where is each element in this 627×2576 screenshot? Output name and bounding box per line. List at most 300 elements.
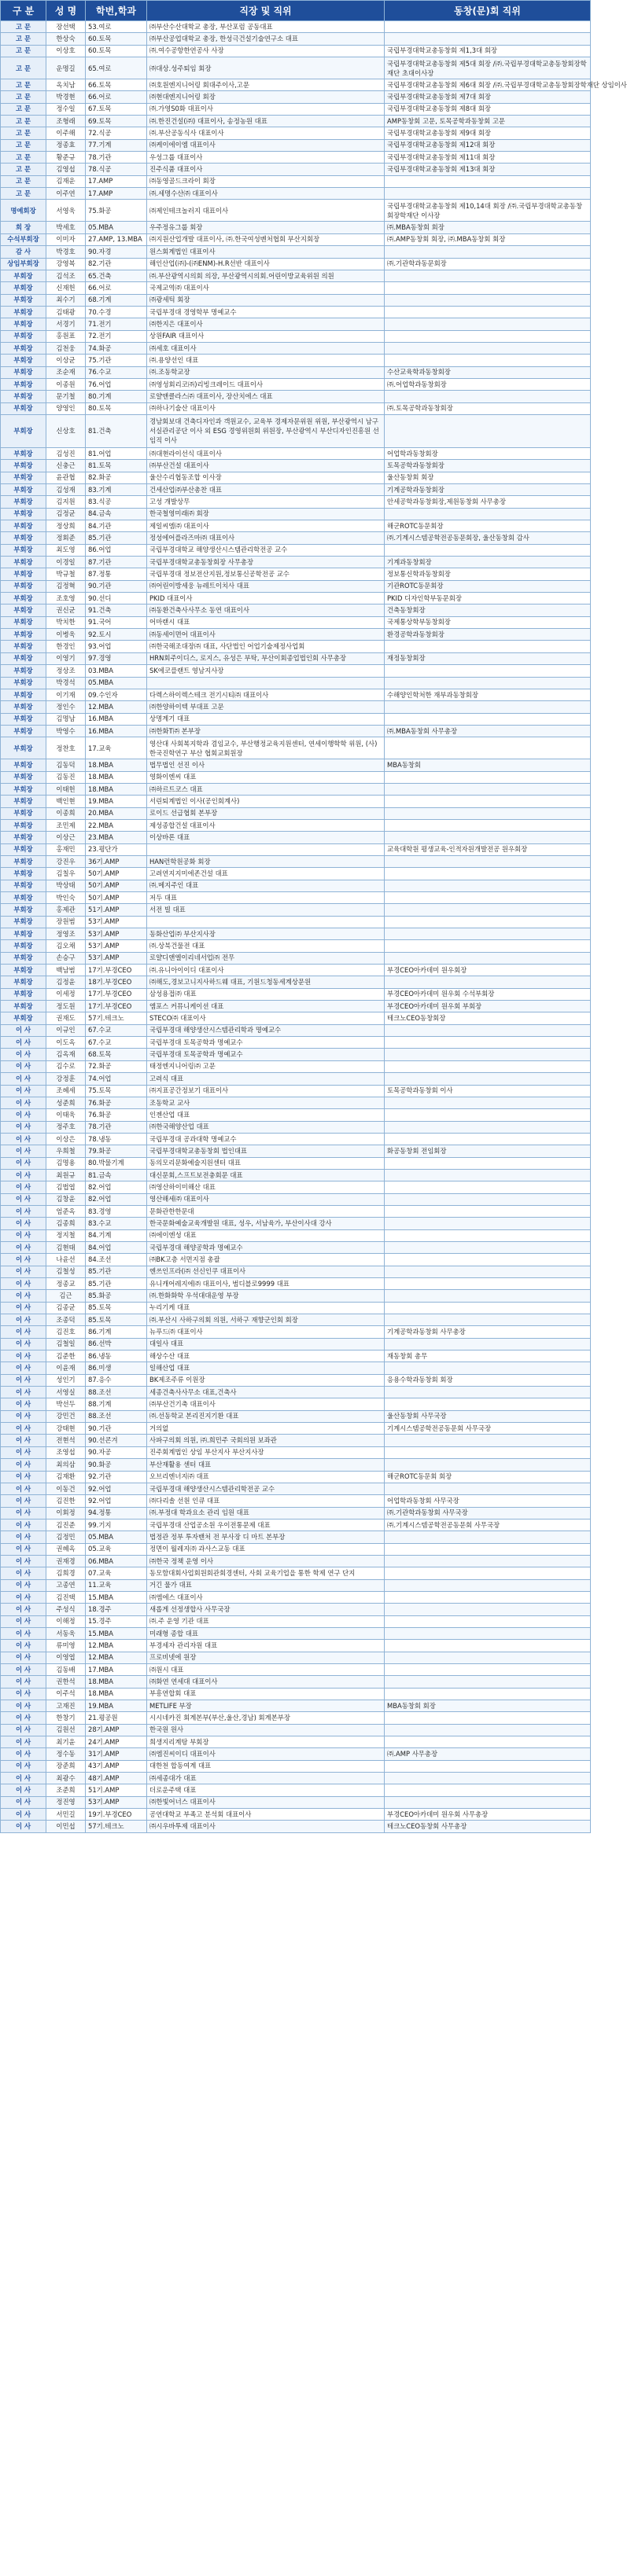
job-cell: 공연대학교 부족고 분석회 대표이사 xyxy=(147,1809,385,1821)
alumni-cell xyxy=(385,1314,591,1326)
class-cell: 85.기관 xyxy=(86,532,147,544)
table-row xyxy=(1,1724,591,1736)
class-cell: 86.선박 xyxy=(86,1338,147,1350)
table-row xyxy=(1,1712,591,1724)
class-cell: 85.토목 xyxy=(86,1302,147,1314)
name-cell: 이영기 xyxy=(46,652,86,664)
name-cell: 김희경 xyxy=(46,1567,86,1579)
job-cell: 고성 개발상무 xyxy=(147,496,385,508)
table-row xyxy=(1,868,591,880)
name-cell: 성준희 xyxy=(46,1097,86,1108)
table-row xyxy=(1,1362,591,1374)
class-cell: 88.기계 xyxy=(86,1398,147,1410)
table-row xyxy=(1,414,591,447)
table-row xyxy=(1,677,591,689)
name-cell: 서영실 xyxy=(46,1387,86,1398)
job-cell: 이상바론 대표 xyxy=(147,832,385,843)
role-cell: 부회장 xyxy=(1,940,46,952)
class-cell: 05.교육 xyxy=(86,1543,147,1555)
name-cell: 김재운 xyxy=(46,175,86,187)
name-cell: 이동건 xyxy=(46,1483,86,1494)
job-cell: 거의없 xyxy=(147,1423,385,1435)
alumni-cell: 국립부경대학교총동창회 제5대 회장 /㈜.국립부경대학교총동창회장학재단 초대이사장 xyxy=(385,57,591,79)
table-row xyxy=(1,496,591,508)
job-cell: ㈜.용양선인 대표 xyxy=(147,355,385,366)
table-row xyxy=(1,318,591,330)
name-cell: 문기철 xyxy=(46,391,86,402)
job-cell: 건세산업㈜부산총찬 대표 xyxy=(147,484,385,496)
name-cell: 조준희 xyxy=(46,1784,86,1796)
job-cell: ㈜.한진건설(㈜) 대표이사, 송정농원 대표 xyxy=(147,116,385,127)
class-cell: 18.MBA xyxy=(86,783,147,795)
class-cell: 18.MBA xyxy=(86,759,147,771)
class-cell: 28기.AMP xyxy=(86,1724,147,1736)
name-cell: 이영엽 xyxy=(46,1652,86,1663)
table-row xyxy=(1,557,591,568)
class-cell: 50기.AMP xyxy=(86,868,147,880)
alumni-cell xyxy=(385,342,591,354)
name-cell: 백인현 xyxy=(46,796,86,807)
class-cell: 53기.AMP xyxy=(86,952,147,964)
job-cell: 새롭게 선정생합사 사무국장 xyxy=(147,1604,385,1615)
class-cell: 15.MBA xyxy=(86,1627,147,1639)
header-job: 직장 및 직위 xyxy=(147,1,385,21)
class-cell: 23.MBA xyxy=(86,832,147,843)
job-cell: 사파구의회 의원, ㈜.희민주 국회의원 보좌관 xyxy=(147,1435,385,1446)
job-cell: 국립부경대 토목공학과 명예교수 xyxy=(147,1037,385,1049)
table-row xyxy=(1,33,591,45)
role-cell: 이 사 xyxy=(1,1712,46,1724)
name-cell: 김영섭 xyxy=(46,164,86,175)
class-cell: 17기.부경CEO xyxy=(86,988,147,1000)
role-cell: 상임부회장 xyxy=(1,258,46,270)
alumni-cell xyxy=(385,713,591,725)
class-cell: 84.조선 xyxy=(86,1254,147,1266)
table-row xyxy=(1,952,591,964)
job-cell: 해상수산 대표 xyxy=(147,1350,385,1362)
alumni-cell xyxy=(385,1398,591,1410)
role-cell: 이 사 xyxy=(1,1266,46,1277)
table-row xyxy=(1,988,591,1000)
name-cell: 정회준 xyxy=(46,532,86,544)
alumni-cell xyxy=(385,306,591,318)
role-cell: 부회장 xyxy=(1,484,46,496)
name-cell: 정주호 xyxy=(46,1121,86,1133)
name-cell: 이도옥 xyxy=(46,1037,86,1049)
alumni-cell xyxy=(385,832,591,843)
name-cell: 이종원 xyxy=(46,378,86,390)
job-cell: ㈜세종대가 대표 xyxy=(147,1773,385,1784)
table-row xyxy=(1,1290,591,1302)
role-cell: 부회장 xyxy=(1,1001,46,1012)
name-cell: 이병욱 xyxy=(46,629,86,641)
job-cell: 고려식 대표 xyxy=(147,1073,385,1085)
job-cell: ㈜어린이방세웅 뉴레트이치사 대표 xyxy=(147,580,385,592)
role-cell: 이 사 xyxy=(1,1387,46,1398)
name-cell: 엄준옥 xyxy=(46,1205,86,1217)
class-cell: 17.교육 xyxy=(86,737,147,759)
class-cell: 50기.AMP xyxy=(86,892,147,904)
role-cell: 이 사 xyxy=(1,1049,46,1060)
alumni-cell xyxy=(385,1796,591,1808)
role-cell: 이 사 xyxy=(1,1410,46,1422)
role-cell: 이 사 xyxy=(1,1471,46,1483)
role-cell: 이 사 xyxy=(1,1555,46,1567)
name-cell: 정인수 xyxy=(46,701,86,713)
class-cell: 57기.테크노 xyxy=(86,1821,147,1832)
job-cell: 로얄디앤엘이리네서업㈜ 전무 xyxy=(147,952,385,964)
name-cell: 나윤선 xyxy=(46,1254,86,1266)
class-cell: 18.경주 xyxy=(86,1604,147,1615)
name-cell: 김칠우 xyxy=(46,868,86,880)
alumni-cell: ㈜.어업학과동창회장 xyxy=(385,378,591,390)
table-row xyxy=(1,1760,591,1772)
role-cell: 이 사 xyxy=(1,1640,46,1652)
table-row xyxy=(1,1615,591,1627)
job-cell: 동화산업㈜ 부산지사장 xyxy=(147,928,385,940)
class-cell: 65.건축 xyxy=(86,270,147,281)
table-row xyxy=(1,1471,591,1483)
job-cell: 진주회계법인 상임 부산지사 부산지사장 xyxy=(147,1446,385,1458)
table-row xyxy=(1,1133,591,1145)
name-cell: 이윤재 xyxy=(46,1362,86,1374)
alumni-cell xyxy=(385,355,591,366)
job-cell: 동모함대회사업회원회관회경센터, 사회 교육기업을 통한 학제 연구 단지 xyxy=(147,1567,385,1579)
table-row xyxy=(1,1784,591,1796)
alumni-cell xyxy=(385,246,591,258)
alumni-cell xyxy=(385,1591,591,1603)
name-cell: 박규철 xyxy=(46,568,86,580)
job-cell: ㈜동영골드크라이 회장 xyxy=(147,175,385,187)
table-row xyxy=(1,759,591,771)
role-cell: 부회장 xyxy=(1,832,46,843)
job-cell: 영산대 사회복지학과 겸임교수, 부산행정교육지원센터, 연세이행학학 위원, (사)한국진학연구 부산 협회교회원장 xyxy=(147,737,385,759)
role-cell: 이 사 xyxy=(1,1302,46,1314)
job-cell: 부산재활용 센터 대표 xyxy=(147,1459,385,1471)
job-cell: 인젠산업 대표 xyxy=(147,1109,385,1121)
table-row xyxy=(1,1049,591,1060)
job-cell: 제일씨엠㈜ 대표이사 xyxy=(147,520,385,532)
class-cell: 78.냉동 xyxy=(86,1133,147,1145)
table-row xyxy=(1,222,591,233)
job-cell: ㈜화연 연세대 대표이사 xyxy=(147,1676,385,1688)
job-cell: ㈜대현라이선식 대표이사 xyxy=(147,447,385,459)
alumni-cell: 재정동창회장 xyxy=(385,652,591,664)
role-cell: 부회장 xyxy=(1,508,46,520)
table-row xyxy=(1,1374,591,1386)
job-cell: 동의모리문화예술지원센터 대표 xyxy=(147,1157,385,1169)
job-cell: 조동학교 교사 xyxy=(147,1097,385,1108)
alumni-cell xyxy=(385,1362,591,1374)
role-cell: 부회장 xyxy=(1,1012,46,1024)
class-cell: 85.기관 xyxy=(86,1278,147,1290)
job-cell: ㈜.부정대 학과요소 관리 임원 대표 xyxy=(147,1507,385,1519)
job-cell: 국립부경대 토목공학과 명예교수 xyxy=(147,1049,385,1060)
job-cell: 누리기케 대표 xyxy=(147,1302,385,1314)
alumni-cell: ㈜.MBA동창회 회장 xyxy=(385,222,591,233)
table-row xyxy=(1,258,591,270)
role-cell: 고 문 xyxy=(1,79,46,91)
role-cell: 부회장 xyxy=(1,952,46,964)
name-cell: 장선택 xyxy=(46,21,86,33)
table-row xyxy=(1,306,591,318)
name-cell: 정상희 xyxy=(46,520,86,532)
name-cell: 전현석 xyxy=(46,1435,86,1446)
table-row xyxy=(1,1205,591,1217)
job-cell: 대한천 합동여계 대표 xyxy=(147,1760,385,1772)
job-cell: ㈜동환건축사사무소 동연 대표이사 xyxy=(147,604,385,616)
role-cell: 부회장 xyxy=(1,677,46,689)
name-cell: 김동배 xyxy=(46,1664,86,1676)
job-cell: 영화이엔씨 대표 xyxy=(147,771,385,783)
job-cell: 한국철영미래㈜ 회장 xyxy=(147,508,385,520)
class-cell: 87.기관 xyxy=(86,557,147,568)
job-cell: ㈜한국 정책 운영 이사 xyxy=(147,1555,385,1567)
role-cell: 부회장 xyxy=(1,532,46,544)
name-cell: 정수일 xyxy=(46,103,86,115)
header-alumni: 동창(문)회 직위 xyxy=(385,1,591,21)
job-cell: SK에코플랜트 영남지사장 xyxy=(147,665,385,677)
alumni-cell: 어업학과동창회장 xyxy=(385,447,591,459)
name-cell: 서영욱 xyxy=(46,200,86,222)
role-cell: 부회장 xyxy=(1,342,46,354)
name-cell: 조순재 xyxy=(46,366,86,378)
job-cell: ㈜현대엔지니어링 회장 xyxy=(147,91,385,103)
table-row xyxy=(1,1736,591,1748)
table-row xyxy=(1,928,591,940)
alumni-cell xyxy=(385,1652,591,1663)
class-cell: 09.수인자 xyxy=(86,689,147,700)
table-row xyxy=(1,1012,591,1024)
alumni-cell: 기관ROTC동문회장 xyxy=(385,580,591,592)
job-cell: 대신문회,스프트보전충회문 대표 xyxy=(147,1169,385,1181)
role-cell: 부회장 xyxy=(1,306,46,318)
alumni-cell: 국립부경대학교총동창회 제12대 회장 xyxy=(385,139,591,151)
class-cell: 83.식공 xyxy=(86,496,147,508)
class-cell: 67.수교 xyxy=(86,1037,147,1049)
role-cell: 부회장 xyxy=(1,868,46,880)
class-cell: 83.수교 xyxy=(86,1218,147,1229)
class-cell: 77.기계 xyxy=(86,139,147,151)
class-cell: 75.기관 xyxy=(86,355,147,366)
class-cell: 72.화공 xyxy=(86,1060,147,1072)
name-cell: 박치한 xyxy=(46,616,86,628)
table-row xyxy=(1,665,591,677)
class-cell: 53기.AMP xyxy=(86,940,147,952)
name-cell: 김동덕 xyxy=(46,759,86,771)
job-cell: ㈜.유니아이이디 대표이사 xyxy=(147,965,385,976)
class-cell: 88.조선 xyxy=(86,1387,147,1398)
name-cell: 신재헌 xyxy=(46,282,86,294)
table-row xyxy=(1,1302,591,1314)
role-cell: 이 사 xyxy=(1,1821,46,1832)
table-row xyxy=(1,1446,591,1458)
table-row xyxy=(1,378,591,390)
name-cell: 김성진 xyxy=(46,447,86,459)
class-cell: 80.박물기계 xyxy=(86,1157,147,1169)
name-cell: 이상호 xyxy=(46,45,86,57)
class-cell: 27.AMP, 13.MBA xyxy=(86,233,147,245)
job-cell: ㈜.부산공동식사 대표이사 xyxy=(147,127,385,139)
alumni-cell: 해군ROTC동문회장 xyxy=(385,520,591,532)
class-cell: 81.건축 xyxy=(86,414,147,447)
role-cell: 고 문 xyxy=(1,152,46,164)
role-cell: 부회장 xyxy=(1,270,46,281)
role-cell: 부회장 xyxy=(1,759,46,771)
alumni-cell: 국립부경대학교총동창회 제13대 회장 xyxy=(385,164,591,175)
alumni-cell xyxy=(385,1640,591,1652)
name-cell: 한경인 xyxy=(46,641,86,652)
role-cell: 이 사 xyxy=(1,1085,46,1097)
job-cell: 법무법인 선진 이사 xyxy=(147,759,385,771)
table-row xyxy=(1,1060,591,1072)
alumni-cell xyxy=(385,916,591,928)
job-cell: 다렉스하이렉스테크 전기시티㈜ 대표이사 xyxy=(147,689,385,700)
job-cell: ㈜하나기술산 대표이사 xyxy=(147,402,385,414)
name-cell: 박경현 xyxy=(46,91,86,103)
role-cell: 부회장 xyxy=(1,282,46,294)
class-cell: 75.토목 xyxy=(86,1085,147,1097)
role-cell: 부회장 xyxy=(1,855,46,867)
role-cell: 이 사 xyxy=(1,1037,46,1049)
table-row xyxy=(1,1410,591,1422)
role-cell: 이 사 xyxy=(1,1398,46,1410)
table-row xyxy=(1,200,591,222)
alumni-cell xyxy=(385,282,591,294)
job-cell xyxy=(147,916,385,928)
name-cell: 신상호 xyxy=(46,414,86,447)
job-cell: ㈜부산공업대학교 총장, 한성극건설기술연구소 대표 xyxy=(147,33,385,45)
class-cell: 85.토목 xyxy=(86,1314,147,1326)
name-cell: 박영수 xyxy=(46,725,86,737)
name-cell: 김정균 xyxy=(46,508,86,520)
alumni-cell: ㈜.기관학과동창회 사무국장 xyxy=(385,1507,591,1519)
name-cell: 김창윤 xyxy=(46,1193,86,1205)
alumni-cell xyxy=(385,1073,591,1085)
role-cell: 이 사 xyxy=(1,1748,46,1760)
name-cell: 이해정 xyxy=(46,1615,86,1627)
name-cell: 조영섭 xyxy=(46,1446,86,1458)
class-cell: 97.경영 xyxy=(86,652,147,664)
name-cell: 김재환 xyxy=(46,1471,86,1483)
role-cell: 고 문 xyxy=(1,164,46,175)
alumni-cell xyxy=(385,1290,591,1302)
name-cell: 김정윤 xyxy=(46,976,86,988)
class-cell: 22.MBA xyxy=(86,819,147,831)
role-cell: 이 사 xyxy=(1,1169,46,1181)
role-cell: 고 문 xyxy=(1,33,46,45)
alumni-cell: 테크노CEO동창회 사무총장 xyxy=(385,1821,591,1832)
job-cell: 더로운주택 대표 xyxy=(147,1784,385,1796)
job-cell: 한국원 원사 xyxy=(147,1724,385,1736)
name-cell: 김진준 xyxy=(46,1519,86,1531)
role-cell: 부회장 xyxy=(1,904,46,916)
job-cell: ㈜.상북건물전 대표 xyxy=(147,940,385,952)
alumni-cell xyxy=(385,1531,591,1543)
class-cell: 84.어업 xyxy=(86,1241,147,1253)
role-cell: 이 사 xyxy=(1,1073,46,1085)
table-row xyxy=(1,188,591,200)
table-row xyxy=(1,294,591,306)
alumni-cell: 기계과동창회장 xyxy=(385,557,591,568)
name-cell: 김종희 xyxy=(46,1218,86,1229)
table-row xyxy=(1,1181,591,1193)
name-cell: 정영조 xyxy=(46,928,86,940)
name-cell: 이주석 xyxy=(46,1688,86,1700)
job-cell: ㈜지표공간정보기 대표이사 xyxy=(147,1085,385,1097)
table-row xyxy=(1,139,591,151)
role-cell: 부회장 xyxy=(1,544,46,556)
role-cell: 이 사 xyxy=(1,1519,46,1531)
name-cell: 이세정 xyxy=(46,988,86,1000)
class-cell: 74.화공 xyxy=(86,342,147,354)
class-cell: 82.어업 xyxy=(86,1181,147,1193)
class-cell: 66.어로 xyxy=(86,282,147,294)
role-cell: 고 문 xyxy=(1,116,46,127)
alumni-cell xyxy=(385,1760,591,1772)
role-cell: 이 사 xyxy=(1,1446,46,1458)
job-cell: PKID 대표이사 xyxy=(147,593,385,604)
job-cell: 해인산업(㈜)-(㈜ENM)-H.R선반 대표이사 xyxy=(147,258,385,270)
class-cell: 53기.AMP xyxy=(86,916,147,928)
alumni-cell xyxy=(385,701,591,713)
name-cell: 정지철 xyxy=(46,1229,86,1241)
class-cell: 16.MBA xyxy=(86,713,147,725)
role-cell: 고 문 xyxy=(1,139,46,151)
class-cell: 78.기관 xyxy=(86,152,147,164)
table-row xyxy=(1,1085,591,1097)
class-cell: 72.전기 xyxy=(86,330,147,342)
job-cell: 태정엔지니어링㈜ 고문 xyxy=(147,1060,385,1072)
name-cell: 정상조 xyxy=(46,665,86,677)
alumni-cell xyxy=(385,1555,591,1567)
class-cell: 92.어업 xyxy=(86,1483,147,1494)
alumni-cell: 국립부경대학교총동창회 제10,14대 회장 /㈜.국립부경대학교총동창회장학재단 이사장 xyxy=(385,200,591,222)
name-cell: 김옥재 xyxy=(46,1049,86,1060)
job-cell: 대일사 대표 xyxy=(147,1338,385,1350)
role-cell: 이 사 xyxy=(1,1290,46,1302)
name-cell: 신충근 xyxy=(46,460,86,472)
class-cell: 53기.AMP xyxy=(86,1796,147,1808)
alumni-cell xyxy=(385,796,591,807)
role-cell: 부회장 xyxy=(1,616,46,628)
role-cell: 고 문 xyxy=(1,57,46,79)
table-row xyxy=(1,1676,591,1688)
name-cell: 홍원표 xyxy=(46,330,86,342)
name-cell: 황준규 xyxy=(46,152,86,164)
role-cell: 부회장 xyxy=(1,819,46,831)
name-cell: 성인기 xyxy=(46,1374,86,1386)
name-cell: 이상균 xyxy=(46,355,86,366)
role-cell: 고 문 xyxy=(1,175,46,187)
job-cell: 정성에어플라즈마㈜ 대표이사 xyxy=(147,532,385,544)
role-cell: 이 사 xyxy=(1,1627,46,1639)
alumni-cell xyxy=(385,294,591,306)
table-row xyxy=(1,1326,591,1338)
table-row xyxy=(1,737,591,759)
name-cell: 장원범 xyxy=(46,916,86,928)
role-cell: 부회장 xyxy=(1,976,46,988)
job-cell: ㈜.부산광역시의회 의장, 부산광역시의회.어린이방교육위원 의원 xyxy=(147,270,385,281)
class-cell: 90.기관 xyxy=(86,1423,147,1435)
job-cell: ㈜한빛어너스 대표이사 xyxy=(147,1796,385,1808)
job-cell: ㈜엠에스 대표이사 xyxy=(147,1591,385,1603)
job-cell: ㈜.여수공항한연공사 사장 xyxy=(147,45,385,57)
table-row xyxy=(1,116,591,127)
name-cell: 김철성 xyxy=(46,1266,86,1277)
role-cell: 부회장 xyxy=(1,580,46,592)
class-cell: 81.토목 xyxy=(86,460,147,472)
